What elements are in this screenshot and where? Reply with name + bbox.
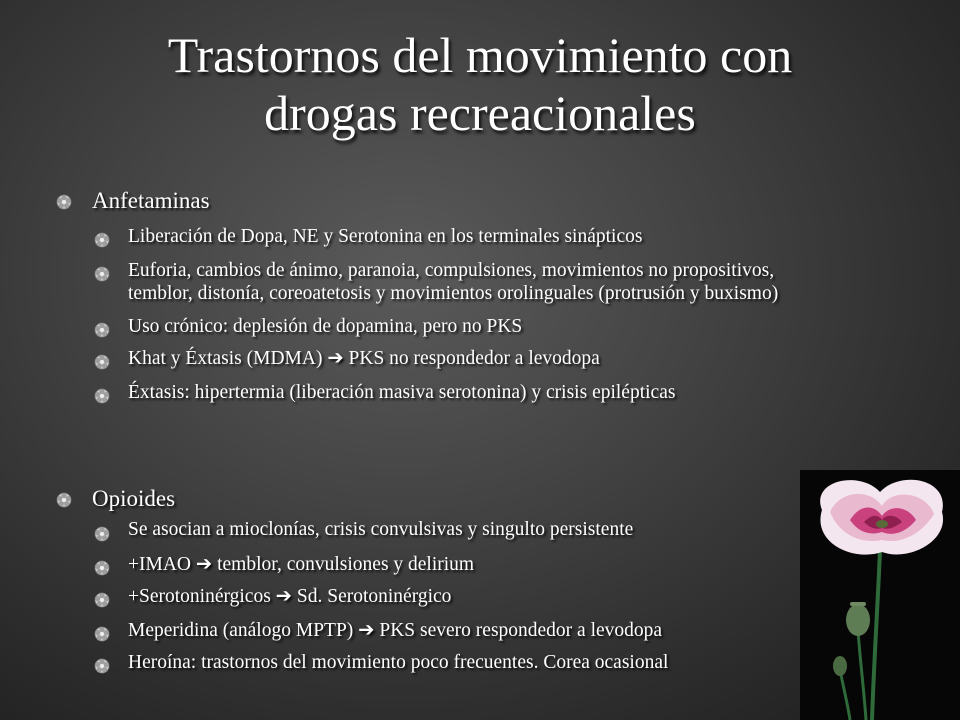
slide-title-line-1: Trastornos del movimiento con bbox=[167, 27, 793, 83]
list-item: Heroína: trastornos del movimiento poco frecuentes. Corea ocasional bbox=[128, 652, 669, 673]
bullet-icon bbox=[94, 322, 110, 338]
bullet-icon bbox=[94, 354, 110, 370]
section-heading-anfetaminas: Anfetaminas bbox=[92, 188, 210, 213]
list-item: +Serotoninérgicos ➔ Sd. Serotoninérgico bbox=[128, 586, 452, 607]
list-item: Khat y Éxtasis (MDMA) ➔ PKS no respondedor a levodopa bbox=[128, 348, 600, 369]
slide-title-line-2: drogas recreacionales bbox=[264, 85, 696, 141]
list-item: Euforia, cambios de ánimo, paranoia, compulsiones, movimientos no propositivos, bbox=[128, 260, 775, 281]
bullet-icon bbox=[94, 388, 110, 404]
poppy-flower-icon bbox=[800, 470, 960, 720]
list-item: +IMAO ➔ temblor, convulsiones y delirium bbox=[128, 554, 475, 575]
list-item-continuation: temblor, distonía, coreoatetosis y movimientos orolinguales (protrusión y buxismo) bbox=[128, 283, 779, 304]
list-item: Se asocian a mioclonías, crisis convulsivas y singulto persistente bbox=[128, 519, 634, 540]
bullet-icon bbox=[56, 194, 72, 210]
bullet-icon bbox=[94, 526, 110, 542]
section-heading-opioides: Opioides bbox=[92, 486, 176, 511]
bullet-icon bbox=[94, 626, 110, 642]
list-item: Éxtasis: hipertermia (liberación masiva serotonina) y crisis epilépticas bbox=[128, 382, 676, 403]
bullet-icon bbox=[56, 492, 72, 508]
list-item: Liberación de Dopa, NE y Serotonina en los terminales sinápticos bbox=[128, 226, 643, 247]
list-item: Meperidina (análogo MPTP) ➔ PKS severo respondedor a levodopa bbox=[128, 620, 663, 641]
list-item: Uso crónico: deplesión de dopamina, pero no PKS bbox=[128, 316, 523, 337]
bullet-icon bbox=[94, 658, 110, 674]
bullet-icon bbox=[94, 266, 110, 282]
slide-title bbox=[40, 26, 920, 142]
bullet-icon bbox=[94, 232, 110, 248]
bullet-icon bbox=[94, 592, 110, 608]
bullet-icon bbox=[94, 560, 110, 576]
